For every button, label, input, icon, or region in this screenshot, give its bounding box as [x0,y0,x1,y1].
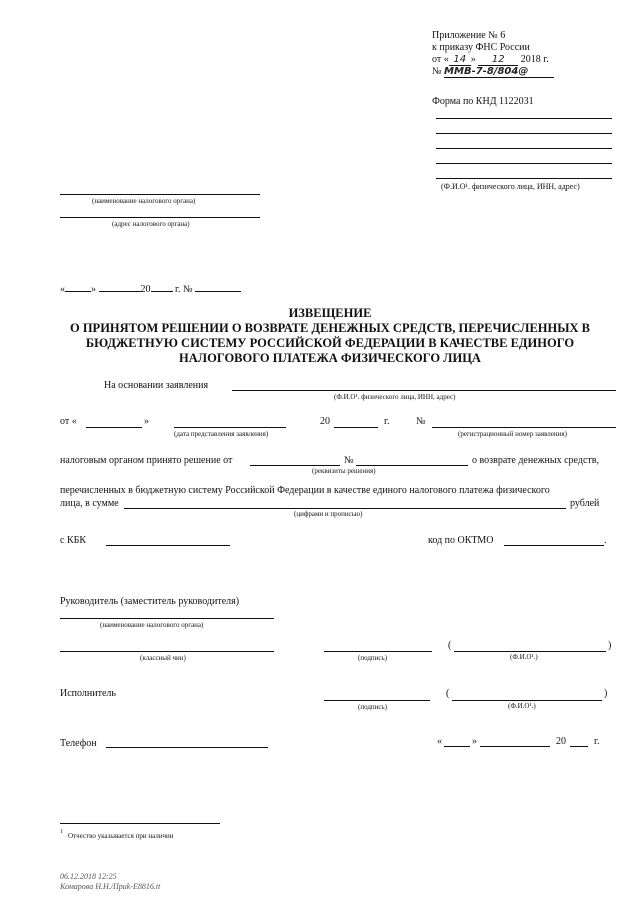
phone-label: Телефон [60,738,97,749]
executor-fio-open: ( [446,688,450,699]
executor-fio-close: ) [604,688,608,699]
appendix-line2: к приказу ФНС России [432,42,530,53]
appendix-number: ММВ-7-8/804@ [444,66,554,78]
print-stamp-line2: Комарова Н.Н./Приk-E8816.tt [60,882,161,891]
title-line4: НАЛОГОВОГО ПЛАТЕЖА ФИЗИЧЕСКОГО ЛИЦА [179,351,481,365]
recipient-caption: (Ф.И.О¹. физического лица, ИНН, адрес) [441,182,580,191]
from-year-prefix: 20 [320,416,330,427]
bottom-year-suffix: г. [594,736,600,747]
appendix-line1: Приложение № 6 [432,30,506,41]
notice-year-prefix: 20 [140,284,151,295]
oktmo-label: код по ОКТМО [428,535,494,546]
form-code: Форма по КНД 1122031 [432,96,534,107]
transfer-line1: перечисленных в бюджетную систему Российской Федерации в качестве единого налогового платежа физического [60,485,550,496]
sum-caption: (цифрами и прописью) [294,510,363,518]
head-label: Руководитель (заместитель руководителя) [60,596,240,607]
from-close: » [144,416,149,427]
appendix-date-close: » [470,54,476,65]
title-line1: ИЗВЕЩЕНИЕ [288,306,372,320]
appendix-year: 2018 г. [520,54,549,65]
transfer-line2-suffix: рублей [570,498,600,509]
kbk-label: с КБК [60,535,87,546]
executor-fio-caption: (Ф.И.О¹.) [508,702,536,710]
decision-suffix: о возврате денежных средств, [472,455,599,466]
footnote-mark: 1 [60,829,63,835]
head-fio-caption: (Ф.И.О¹.) [510,653,538,661]
appendix-month: 12 [478,54,518,66]
bottom-date-open: « [437,736,442,747]
requisites-caption: (реквизиты решения) [312,467,376,475]
from-open: от « [60,416,77,427]
notice-date-open: « [60,284,65,295]
appendix-line3 [432,54,549,66]
executor-sign-caption: (подпись) [358,703,388,711]
head-fio-open: ( [448,640,452,651]
print-stamp-line1: 06.12.2018 12:25 [60,872,117,881]
transfer-line2-prefix: лица, в сумме [60,498,119,509]
head-sign-caption: (подпись) [358,654,388,662]
title-line2: О ПРИНЯТОМ РЕШЕНИИ О ВОЗВРАТЕ ДЕНЕЖНЫХ СРЕДСТВ, ПЕРЕЧИСЛЕННЫХ В [69,321,590,335]
head-fio-close: ) [608,640,612,651]
head-org-caption: (наименование налогового органа) [100,621,204,629]
basis-label: На основании заявления [104,380,209,391]
oktmo-period: . [604,535,607,546]
executor-label: Исполнитель [60,688,116,699]
appendix-line4 [432,66,554,78]
reg-caption: (регистрационный номер заявления) [458,430,567,438]
rank-caption: (классный чин) [140,654,186,662]
tax-org-address-caption: (адрес налогового органа) [112,220,190,228]
appendix-number-sign: № [432,66,442,77]
bottom-year-prefix: 20 [556,736,566,747]
notice-date-line [60,284,241,295]
appendix-date-open: от « [432,54,449,65]
footnote-text: Отчество указывается при наличии [68,832,174,840]
bottom-date-close: » [472,736,477,747]
from-year-suffix: г. [384,416,390,427]
notice-date-close: » [91,284,96,295]
reg-number-sign: № [416,416,426,427]
decision-prefix: налоговым органом принято решение от [60,455,233,466]
date-caption: (дата представления заявления) [174,430,269,438]
title-line3: БЮДЖЕТНУЮ СИСТЕМУ РОССИЙСКОЙ ФЕДЕРАЦИИ В КАЧЕСТВЕ ЕДИНОГО [85,336,575,350]
notice-year-suffix: г. № [175,284,193,295]
tax-org-name-caption: (наименование налогового органа) [92,197,196,205]
basis-caption: (Ф.И.О¹. физического лица, ИНН, адрес) [334,393,456,401]
appendix-day: 14 [449,54,471,66]
decision-number-sign: № [344,455,354,466]
